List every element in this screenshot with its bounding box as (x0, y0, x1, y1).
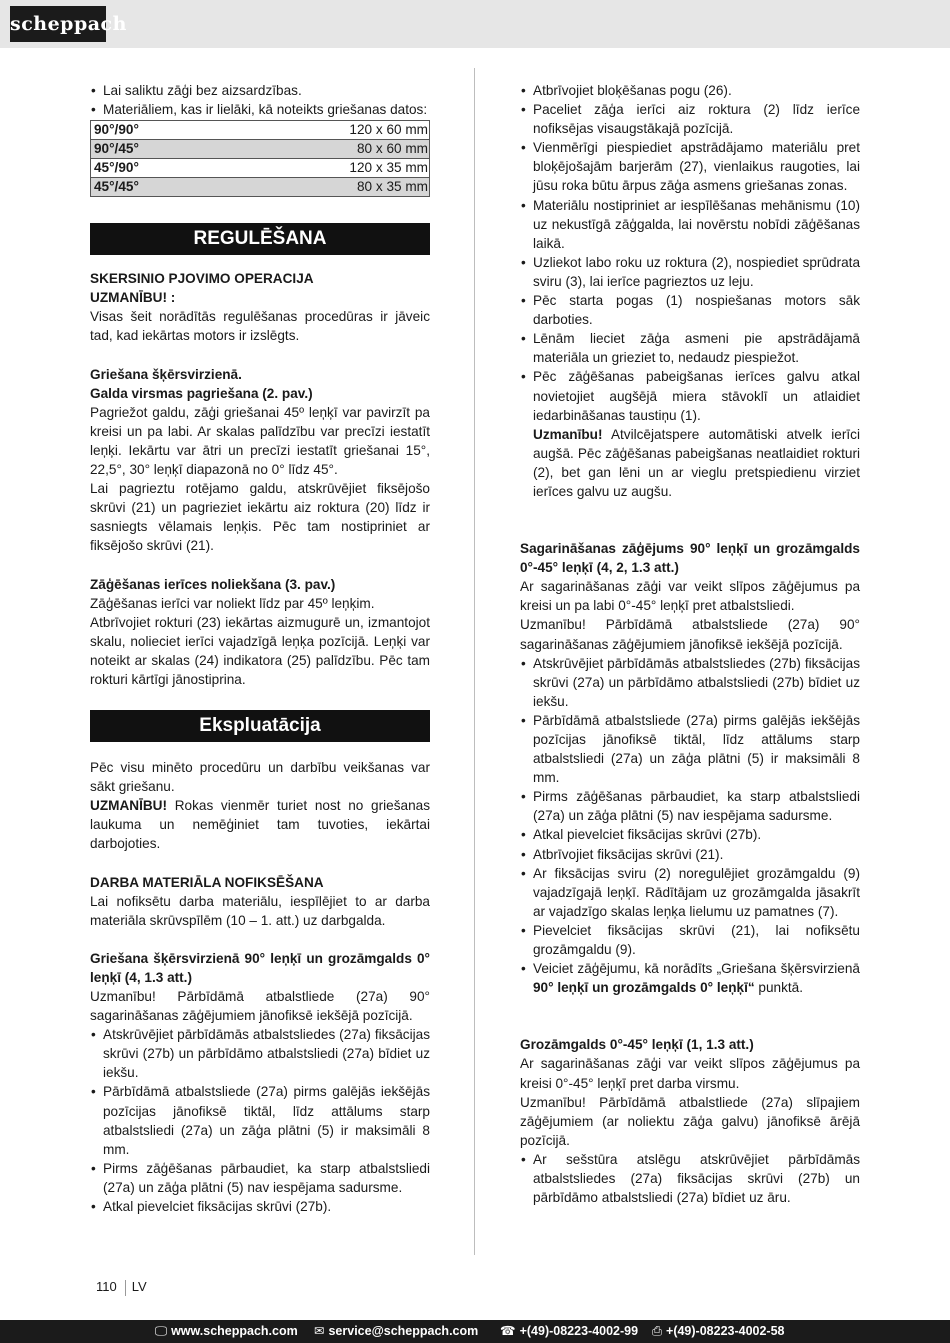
left-column (90, 81, 430, 1216)
footer-web-text: www.scheppach.com (171, 1324, 298, 1338)
list-item-emphasis: 90° leņķī un grozāmgalds 0° leņķī“ (533, 980, 755, 996)
table-row (91, 178, 430, 197)
paragraph: Atbrīvojiet rokturi (23) iekārtas aizmugurē un, izmantojot skalu, nolieciet ierīci vajadzīgā leņķa pozīcijā. Leņķi var noteikt ar skalas (24) indikatora (25) palīdzību. Pēc tam rokturi kārtīgi jānostiprina. (90, 614, 430, 687)
section-heading: DARBA MATERIĀLA NOFIKSĒŠANA (90, 874, 324, 890)
note-label: Uzmanību! (533, 426, 603, 442)
footer-phone[interactable] (500, 1320, 638, 1343)
list-item: • Atskrūvējiet pārbīdāmās atbalstsliedes (27b) fiksācijas skrūvi (27a) un pārbīdāmo atbalstsliedi (27b) bīdiet uz iekšu. (520, 654, 860, 711)
section-heading: SKERSINIO PJOVIMO OPERACIJA (90, 271, 314, 287)
table-row (91, 121, 430, 140)
list-item: • Lai saliktu zāģi bez aizsardzības. (90, 81, 430, 100)
footer-web[interactable] (155, 1320, 298, 1343)
section-banner-operation: Ekspluatācija (90, 710, 430, 742)
subsection-heading: Sagarināšanas zāģējums 90° leņķī un grozāmgalds 0°-45° leņķī (4, 2, 1.3 att.) (520, 541, 860, 576)
warning-label: UZMANĪBU! (90, 798, 168, 814)
language-code: LV (131, 1279, 147, 1294)
mail-icon: ✉ (314, 1324, 325, 1338)
warning-text: Rokas vienmēr turiet nost no griešanas laukuma un nemēģiniet tam tuvoties, iekārtai darbojoties. (90, 798, 430, 852)
monitor-icon: 🖵 (155, 1324, 168, 1338)
list-item-text: punktā. (754, 980, 804, 996)
column-divider (474, 68, 475, 1255)
table-cell-size: 80 x 35 mm (217, 178, 430, 197)
table-cell-size: 80 x 60 mm (217, 140, 430, 159)
footer-email[interactable] (314, 1320, 478, 1343)
list-item: • Atskrūvējiet pārbīdāmās atbalstsliedes (27a) fiksācijas skrūvi (27b) un pārbīdāmo atbalstsliedi (27a) bīdiet uz iekšu. (90, 1025, 430, 1082)
list-item: • Pēc zāģēšanas pabeigšanas ierīces galvu atkal novietojiet augšējā miera stāvoklī un atlaidiet iedarbināšanas taustiņu (1). (520, 367, 860, 424)
footer-bar (0, 1320, 950, 1343)
paragraph: Uzmanību! Pārbīdāmā atbalstliede (27a) slīpajiem zāģējumiem (ar noliektu zāģa galvu) jānofiksē ārējā pozīcijā. (520, 1094, 860, 1148)
paragraph: Ar sagarināšanas zāģi var veikt slīpos zāģējumus pa kreisi un pa labi 0°-45° leņķī pret atbalstsliedi. (520, 579, 860, 614)
table-row (91, 159, 430, 178)
subsection-heading: Galda virsmas pagriešana (2. pav.) (90, 385, 313, 401)
list-item: • Paceliet zāģa ierīci aiz roktura (2) līdz ierīce nofiksējas visaugstākajā pozīcijā. (520, 100, 860, 138)
list-item: • Pēc starta pogas (1) nospiešanas motors sāk darboties. (520, 291, 860, 329)
subsection-heading: Zāģēšanas ierīces noliekšana (3. pav.) (90, 576, 336, 592)
list-item: • Ar sešstūra atslēgu atskrūvējiet pārbīdāmās atbalstsliedes (27a) fiksācijas skrūvi (27b) un pārbīdāmo atbalstsliedi (27a) bīdiet uz āru. (520, 1150, 860, 1207)
warning-paragraph (90, 796, 430, 853)
list-item: • Atkal pievelciet fiksācijas skrūvi (27b). (520, 825, 860, 844)
paragraph: Ar sagarināšanas zāģi var veikt slīpos zāģējumus pa kreisi 0°-45° leņķī pret darba virsmu. (520, 1056, 860, 1091)
warning-label: UZMANĪBU! : (90, 290, 176, 306)
list-item: • Vienmērīgi piespiediet apstrādājamo materiālu pret bloķējošajām barjerām (27), vienlaikus raugoties, lai jūsu roka būtu ārpus zāģa asmens griešanas zonas. (520, 138, 860, 195)
procedure-bullet-list (520, 654, 860, 998)
table-cell-angle: 90°/90° (91, 121, 217, 140)
intro-bullet-list (90, 81, 430, 119)
header-bar (0, 0, 950, 48)
list-item: • Atbrīvojiet fiksācijas skrūvi (21). (520, 845, 860, 864)
table-cell-angle: 45°/45° (91, 178, 217, 197)
procedure-bullet-list (520, 1150, 860, 1207)
table-cell-angle: 45°/90° (91, 159, 217, 178)
note-text: Atvilcējatspere automātiski atvelk ierīci augšā. Pēc zāģēšanas pabeigšanas neatlaidiet rokturi (2), bet gan lēni un ar vieglu pretspiedienu virziet ierīces galvu uz augšu. (533, 426, 860, 499)
paragraph: Lai nofiksētu darba materiālu, iespīlējiet to ar darba materiāla skrūvspīlēm (10 – 1. att.) uz darbgalda. (90, 893, 430, 928)
list-item: • Lēnām lieciet zāģa asmeni pie apstrādājamā materiāla un grieziet to, nedaudz piespiežot. (520, 329, 860, 367)
table-row (91, 140, 430, 159)
list-item: • Ar fiksācijas sviru (2) noregulējiet grozāmgaldu (9) vajadzīgajā leņķī. Rādītājam uz grozāmgalda jāsakrīt ar vajadzīgo skalas leņķa lielumu uz pamatnes (7). (520, 864, 860, 921)
paragraph: Pagriežot galdu, zāģi griešanai 45º leņķī var pavirzīt pa kreisi un pa labi. Ar skalas palīdzību var precīzi iestatīt leņķi. Iekārtu var ātri un precīzi iestatīt griešanai 15°, 22,5°, 30° leņķī diapazonā no 0° līdz 45°. (90, 404, 430, 478)
subsection-heading: Grozāmgalds 0°-45° leņķī (1, 1.3 att.) (520, 1037, 754, 1053)
table-cell-size: 120 x 60 mm (217, 121, 430, 140)
paragraph: Uzmanību! Pārbīdāmā atbalstliede (27a) 90° sagarināšanas zāģējumiem jānofiksē iekšējā pozīcijā. (90, 989, 430, 1024)
scheppach-logo: scheppach (10, 6, 106, 42)
note-paragraph (520, 425, 860, 501)
subsection-heading: Griešana šķērsvirzienā 90° leņķī un grozāmgalds 0° leņķī (4, 1.3 att.) (90, 950, 430, 985)
list-item: • Materiālu nostipriniet ar iespīlēšanas mehānismu (10) uz nekustīgā zāģgalda, lai novērstu nobīdi zāģēšanas laikā. (520, 196, 860, 253)
footer-fax (652, 1320, 785, 1343)
fax-icon: ⎙ (652, 1324, 663, 1338)
footer-email-text: service@scheppach.com (328, 1324, 479, 1338)
page-number-area (96, 1279, 147, 1296)
paragraph: Visas šeit norādītās regulēšanas procedūras ir jāveic tad, kad iekārtas motors ir izslēgts. (90, 309, 430, 344)
table-cell-size: 120 x 35 mm (217, 159, 430, 178)
paragraph: Pēc visu minēto procedūru un darbību veikšanas var sākt griešanu. (90, 760, 430, 795)
list-item: • Pievelciet fiksācijas skrūvi (21), lai nofiksētu grozāmgaldu (9). (520, 921, 860, 959)
list-item: • Pārbīdāmā atbalstsliede (27a) pirms galējās iekšējās pozīcijas jānofiksē tiktāl, līdz attālums starp atbalstsliedi (27a) un zāģa plātni (5) ir maksimāli 8 mm. (520, 711, 860, 787)
list-item: • Pirms zāģēšanas pārbaudiet, ka starp atbalstsliedi (27a) un zāģa plātni (5) nav iespējama sadursme. (90, 1159, 430, 1197)
page-number: 110 (96, 1279, 117, 1294)
paragraph: Lai pagrieztu rotējamo galdu, atskrūvējiet fiksējošo skrūvi (21) un pagrieziet iekārtu aiz roktura (20) līdz ir sasniegts vēlamais leņķis. Pēc tam nostipriniet ar fiksējošo skrūvi (21). (90, 481, 430, 554)
list-item: • Atkal pievelciet fiksācijas skrūvi (27b). (90, 1197, 430, 1216)
list-item: • Uzliekot labo roku uz roktura (2), nospiediet sprūdrata sviru (3), lai ierīce pagrieztos uz leju. (520, 253, 860, 291)
list-item: • Pārbīdāmā atbalstsliede (27a) pirms galējās iekšējās pozīcijas jānofiksē tiktāl, līdz attālums starp atbalstsliedi (27a) un zāģa plātni (5) ir maksimāli 8 mm. (90, 1082, 430, 1158)
table-cell-angle: 90°/45° (91, 140, 217, 159)
list-item: • Materiāliem, kas ir lielāki, kā noteikts griešanas datos: (90, 100, 430, 119)
procedure-bullet-list (90, 1025, 430, 1216)
list-item (520, 959, 860, 997)
list-item: • Atbrīvojiet bloķēšanas pogu (26). (520, 81, 860, 100)
section-banner-adjustment: REGULĒŠANA (90, 223, 430, 255)
list-item: • Pirms zāģēšanas pārbaudiet, ka starp atbalstsliedi (27a) un zāģa plātni (5) nav iespējama sadursme. (520, 787, 860, 825)
paragraph: Uzmanību! Pārbīdāmā atbalstsliede (27a) 90° sagarināšanas zāģējumiem jānofiksē iekšējā pozīcijā. (520, 617, 860, 652)
subsection-heading: Griešana šķērsvirzienā. (90, 366, 242, 382)
footer-phone-text: +(49)-08223-4002-99 (519, 1324, 639, 1338)
cutting-data-table (90, 120, 430, 197)
phone-icon: ☎ (500, 1324, 516, 1338)
operation-bullet-list (520, 81, 860, 425)
footer-fax-text: +(49)-08223-4002-58 (666, 1324, 785, 1338)
list-item-text: Veiciet zāģējumu, kā norādīts „Griešana šķērsvirzienā (533, 961, 860, 977)
paragraph: Zāģēšanas ierīci var noliekt līdz par 45º leņķim. (90, 595, 375, 611)
right-column (520, 81, 860, 1207)
